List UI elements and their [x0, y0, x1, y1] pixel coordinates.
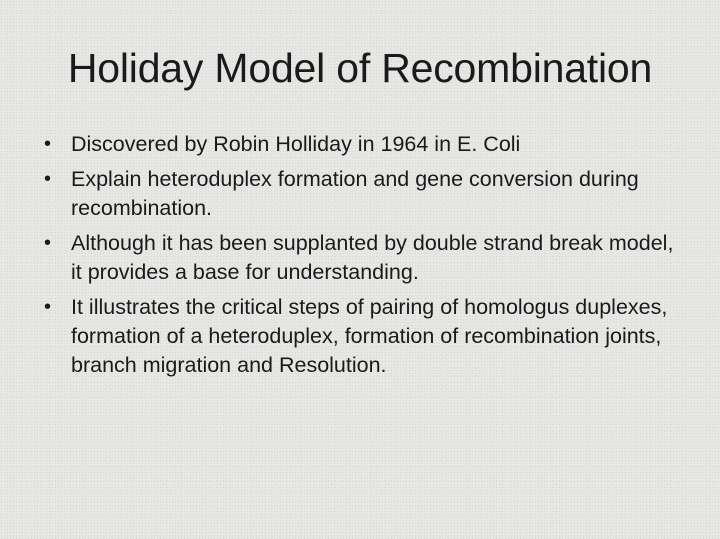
bullet-text: Although it has been supplanted by double strand break model, it provides a base for understanding. — [71, 231, 674, 284]
bullet-point-icon: • — [44, 232, 52, 254]
bullet-item — [44, 165, 684, 223]
bullet-item — [44, 229, 684, 287]
bullet-text: It illustrates the critical steps of pairing of homologus duplexes, formation of a heteroduplex, formation of recombination joints, branch migration and Resolution. — [71, 295, 668, 377]
slide-title: Holiday Model of Recombination — [67, 45, 653, 91]
bullet-item — [44, 130, 684, 159]
bullet-point-icon: • — [44, 296, 52, 318]
bullet-list — [44, 130, 684, 386]
bullet-item — [44, 293, 684, 380]
bullet-text: Discovered by Robin Holliday in 1964 in E. Coli — [71, 132, 521, 156]
bullet-text: Explain heteroduplex formation and gene conversion during recombination. — [71, 167, 639, 220]
bullet-point-icon: • — [44, 168, 52, 190]
bullet-point-icon: • — [44, 133, 52, 155]
